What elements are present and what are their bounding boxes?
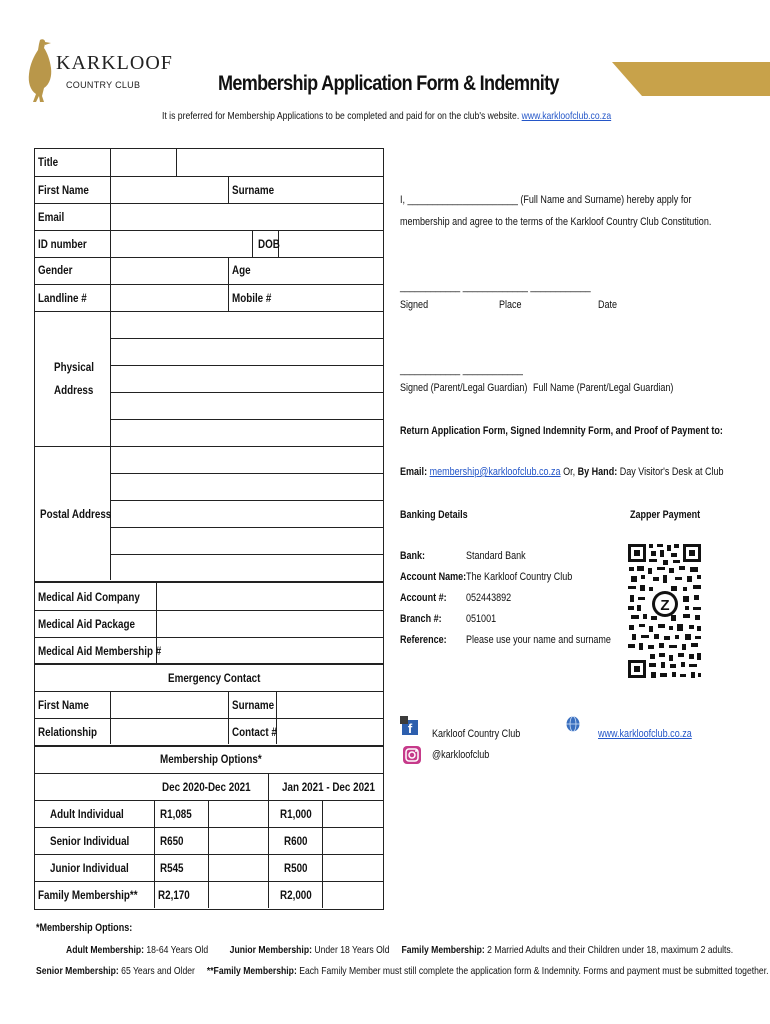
signature-blanks[interactable]: ____________ _____________ ____________ (400, 281, 591, 293)
option-select-p1[interactable] (209, 828, 267, 854)
option-price-p2: R2,000 (280, 888, 312, 902)
reference-value: Please use your name and surname (466, 634, 611, 646)
signed-guardian-label: Signed (Parent/Legal Guardian) (400, 382, 528, 394)
surname-label: Surname (232, 183, 275, 197)
instagram-handle: @karkloofclub (432, 749, 490, 761)
landline-field[interactable] (111, 285, 227, 311)
option-select-p1[interactable] (209, 801, 267, 827)
gold-corner-band (612, 60, 770, 96)
medical-aid-company-label: Medical Aid Company (38, 590, 140, 604)
globe-icon[interactable] (566, 716, 580, 732)
first-name-field[interactable] (111, 177, 227, 203)
medical-aid-membership-field[interactable] (157, 638, 381, 662)
dob-label: DOB (258, 237, 280, 251)
logo-name: KARKLOOF (56, 52, 173, 74)
reference-label: Reference: (400, 634, 447, 646)
gender-label: Gender (38, 263, 73, 277)
option-name: Family Membership** (38, 888, 138, 902)
emergency-surname-label: Surname (232, 698, 275, 712)
full-name-guardian-label: Full Name (Parent/Legal Guardian) (533, 382, 674, 394)
page-title: Membership Application Form & Indemnity (218, 72, 559, 95)
bird-logo-icon (24, 36, 56, 106)
membership-email-link[interactable]: membership@karkloofclub.co.za (429, 466, 561, 478)
option-select-p1[interactable] (209, 882, 267, 907)
medical-aid-membership-label: Medical Aid Membership # (38, 644, 162, 658)
bank-value: Standard Bank (466, 550, 526, 562)
declaration-line-2: membership and agree to the terms of the Karkloof Country Club Constitution. (400, 216, 712, 228)
website-link[interactable]: www.karkloofclub.co.za (521, 110, 612, 122)
emergency-surname-field[interactable] (277, 692, 381, 718)
option-name: Senior Individual (50, 834, 130, 848)
period-2-heading: Jan 2021 - Dec 2021 (282, 780, 376, 794)
bank-label: Bank: (400, 550, 426, 562)
relationship-label: Relationship (38, 725, 98, 739)
branch-label: Branch #: (400, 613, 442, 625)
option-price-p2: R500 (284, 861, 308, 875)
option-price-p2: R1,000 (280, 807, 312, 821)
option-select-p2[interactable] (323, 828, 381, 854)
physical-address-field[interactable] (111, 312, 381, 446)
dob-field[interactable] (279, 231, 381, 257)
banking-heading: Banking Details (400, 509, 468, 521)
by-hand-label: By Hand: (577, 466, 618, 478)
email-field[interactable] (111, 204, 381, 230)
instagram-icon[interactable] (403, 746, 421, 764)
medical-aid-company-field[interactable] (157, 583, 381, 609)
mobile-field[interactable] (275, 285, 381, 311)
svg-text:f: f (407, 721, 413, 736)
date-label: Date (598, 299, 618, 311)
first-name-label: First Name (38, 183, 89, 197)
declaration-line-1: I, ______________________ (Full Name and Surname) hereby apply for (400, 194, 692, 206)
svg-text:Z: Z (660, 597, 670, 614)
title-label: Title (38, 155, 59, 169)
gender-field[interactable] (111, 258, 227, 284)
option-price-p1: R1,085 (160, 807, 192, 821)
relationship-field[interactable] (111, 719, 227, 743)
physical-address-label-1: Physical (54, 360, 94, 374)
account-number-value: 052443892 (466, 592, 512, 604)
emergency-contact-heading: Emergency Contact (168, 671, 261, 685)
account-number-label: Account #: (400, 592, 447, 604)
mobile-label: Mobile # (232, 291, 272, 305)
footnote-heading: *Membership Options: (36, 922, 133, 934)
website-link-social[interactable]: www.karkloofclub.co.za (598, 728, 692, 740)
title-field[interactable] (111, 149, 175, 175)
option-name: Junior Individual (50, 861, 129, 875)
option-price-p1: R2,170 (158, 888, 190, 902)
id-number-label: ID number (38, 237, 87, 251)
id-number-field[interactable] (111, 231, 251, 257)
return-details (400, 466, 724, 478)
option-price-p1: R650 (160, 834, 184, 848)
return-heading: Return Application Form, Signed Indemnity Form, and Proof of Payment to: (400, 425, 723, 437)
contact-number-label: Contact # (232, 725, 277, 739)
postal-address-label: Postal Address (40, 507, 112, 521)
age-field[interactable] (260, 258, 381, 284)
email-label: Email (38, 210, 65, 224)
footnote-line-2: Senior Membership: 65 Years and Older **Family Membership: Each Family Member must still complete the application form & Indemnity. Forms and payment must be submitted together. (36, 965, 769, 977)
option-select-p1[interactable] (209, 855, 267, 881)
zapper-heading: Zapper Payment (630, 509, 701, 521)
option-select-p2[interactable] (323, 801, 381, 827)
facebook-handle: Karkloof Country Club (432, 728, 521, 740)
guardian-blanks[interactable]: ____________ ____________ (400, 364, 523, 376)
facebook-icon[interactable] (400, 716, 420, 736)
signed-label: Signed (400, 299, 429, 311)
postal-address-field[interactable] (111, 447, 381, 579)
option-select-p2[interactable] (323, 855, 381, 881)
option-select-p2[interactable] (323, 882, 381, 907)
account-name-label: Account Name: (400, 571, 467, 583)
option-name: Adult Individual (50, 807, 124, 821)
logo-tagline: COUNTRY CLUB (66, 80, 141, 90)
landline-label: Landline # (38, 291, 87, 305)
age-label: Age (232, 263, 251, 277)
place-label: Place (499, 299, 522, 311)
contact-number-field[interactable] (277, 719, 381, 743)
period-1-heading: Dec 2020-Dec 2021 (162, 780, 251, 794)
account-name-value: The Karkloof Country Club (466, 571, 573, 583)
medical-aid-package-label: Medical Aid Package (38, 617, 135, 631)
option-price-p1: R545 (160, 861, 184, 875)
footnote-line-1: Adult Membership: 18-64 Years Old Junior Membership: Under 18 Years Old Family Membership: 2 Married Adults and their Children under 18, maximum 2 adults. (66, 944, 734, 956)
surname-field[interactable] (285, 177, 381, 203)
email-label: Email: (400, 466, 428, 478)
qr-code-icon[interactable] (627, 542, 703, 682)
medical-aid-package-field[interactable] (157, 611, 381, 637)
page-subtitle: It is preferred for Membership Applications to be completed and paid for on the club's website. www.karkloofclub.co.za (162, 110, 612, 122)
option-price-p2: R600 (284, 834, 308, 848)
branch-value: 051001 (466, 613, 497, 625)
by-hand-text: Day Visitor's Desk at Club (619, 466, 724, 478)
emergency-first-name-label: First Name (38, 698, 89, 712)
physical-address-label-2: Address (54, 383, 94, 397)
emergency-first-name-field[interactable] (111, 692, 227, 718)
or-text: Or, (563, 466, 576, 478)
membership-options-heading: Membership Options* (160, 752, 262, 766)
